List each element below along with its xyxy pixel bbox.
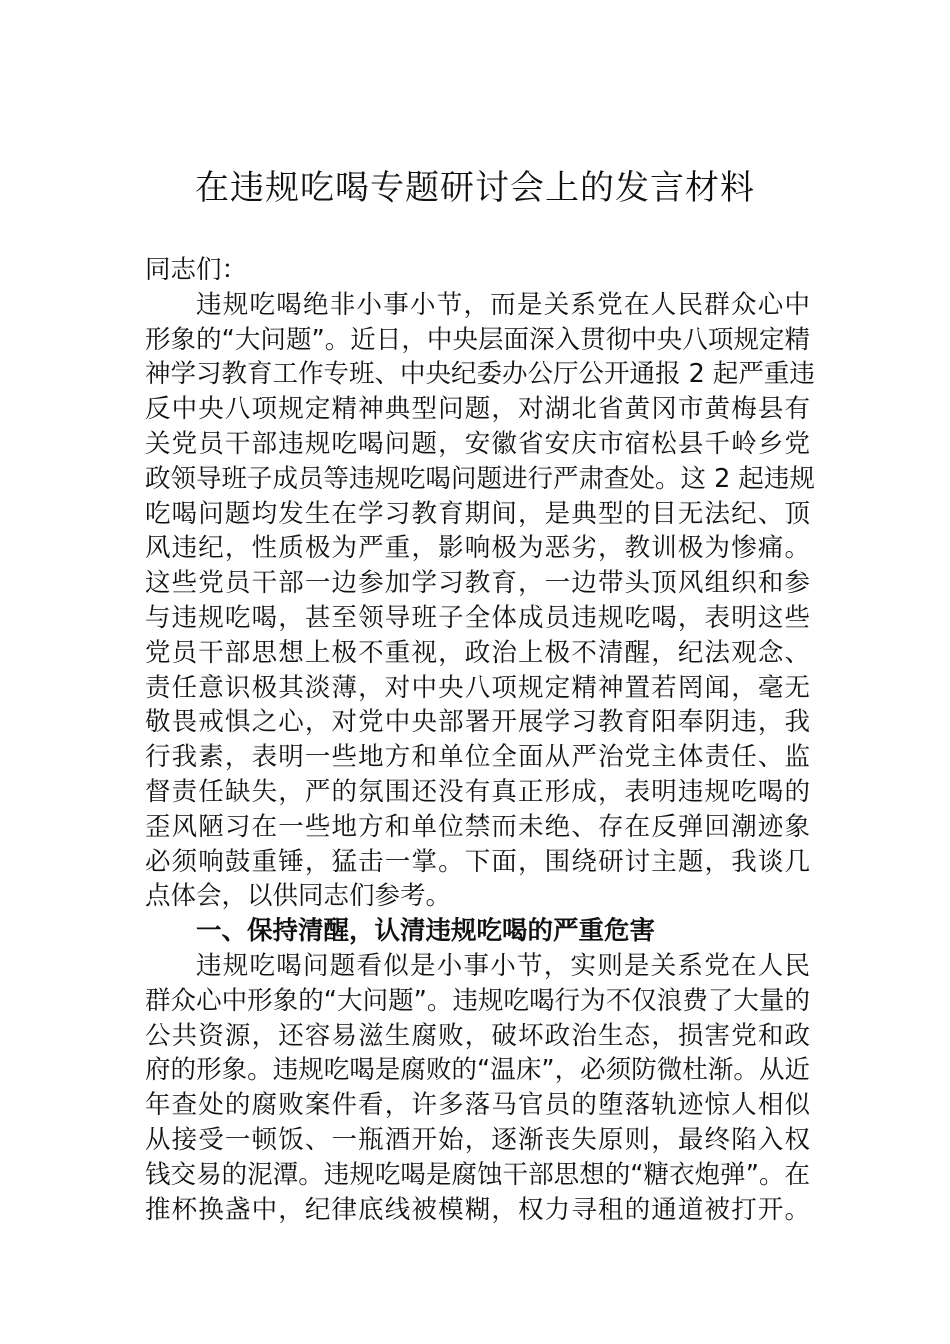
- paragraph-line: 反中央八项规定精神典型问题，对湖北省黄冈市黄梅县有: [145, 394, 810, 425]
- paragraph-line: 府的形象。违规吃喝是腐败的“温床”，必须防微杜渐。从近: [145, 1055, 810, 1086]
- salutation: 同志们：: [145, 255, 248, 285]
- opening-paragraph: [145, 288, 815, 914]
- paragraph-line: 钱交易的泥潭。违规吃喝是腐蚀干部思想的“糖衣炮弹”。在: [145, 1159, 810, 1190]
- paragraph-line: 推杯换盏中，纪律底线被模糊，权力寻租的通道被打开。: [145, 1194, 810, 1225]
- section-paragraph: [145, 949, 810, 1227]
- paragraph-line: 督责任缺失，严的氛围还没有真正形成，表明违规吃喝的: [145, 776, 810, 807]
- paragraph-line: 与违规吃喝，甚至领导班子全体成员违规吃喝，表明这些: [145, 602, 810, 633]
- paragraph-line: 公共资源，还容易滋生腐败，破坏政治生态，损害党和政: [145, 1020, 810, 1051]
- paragraph-line: 年查处的腐败案件看，许多落马官员的堕落轨迹惊人相似: [145, 1090, 810, 1121]
- document-body: [145, 253, 815, 1227]
- paragraph-line: 这些党员干部一边参加学习教育，一边带头顶风组织和参: [145, 568, 810, 599]
- paragraph-line: 风违纪，性质极为严重，影响极为恶劣，教训极为惨痛。: [145, 533, 810, 564]
- paragraph-line: 形象的“大问题”。近日，中央层面深入贯彻中央八项规定精: [145, 324, 810, 355]
- document-title: 在违规吃喝专题研讨会上的发言材料: [195, 168, 755, 208]
- paragraph-line: 行我素，表明一些地方和单位全面从严治党主体责任、监: [145, 742, 810, 773]
- paragraph-line: 敬畏戒惧之心，对党中央部署开展学习教育阳奉阴违，我: [145, 707, 810, 738]
- paragraph-line: 关党员干部违规吃喝问题，安徽省安庆市宿松县千岭乡党: [145, 428, 810, 459]
- paragraph-line: 必须响鼓重锤，猛击一掌。下面，围绕研讨主题，我谈几: [145, 846, 810, 877]
- paragraph-line: 责任意识极其淡薄，对中央八项规定精神置若罔闻，毫无: [145, 672, 810, 703]
- paragraph-line: 歪风陋习在一些地方和单位禁而未绝、存在反弹回潮迹象: [145, 811, 810, 842]
- paragraph-line: 党员干部思想上极不重视，政治上极不清醒，纪法观念、: [145, 637, 810, 668]
- paragraph-line: 违规吃喝问题看似是小事小节，实则是关系党在人民: [196, 950, 810, 981]
- paragraph-line: 从接受一顿饭、一瓶酒开始，逐渐丧失原则，最终陷入权: [145, 1124, 810, 1155]
- paragraph-line: 违规吃喝绝非小事小节，而是关系党在人民群众心中: [196, 289, 810, 320]
- paragraph-line: 神学习教育工作专班、中央纪委办公厅公开通报 2 起严重违: [145, 359, 815, 390]
- paragraph-line: 政领导班子成员等违规吃喝问题进行严肃查处。这 2 起违规: [145, 463, 815, 494]
- paragraph-line: 吃喝问题均发生在学习教育期间，是典型的目无法纪、顶: [145, 498, 810, 529]
- paragraph-line: 群众心中形象的“大问题”。违规吃喝行为不仅浪费了大量的: [145, 985, 810, 1016]
- paragraph-line: 点体会，以供同志们参考。: [145, 881, 452, 912]
- section-heading: 一、保持清醒，认清违规吃喝的严重危害: [196, 916, 656, 947]
